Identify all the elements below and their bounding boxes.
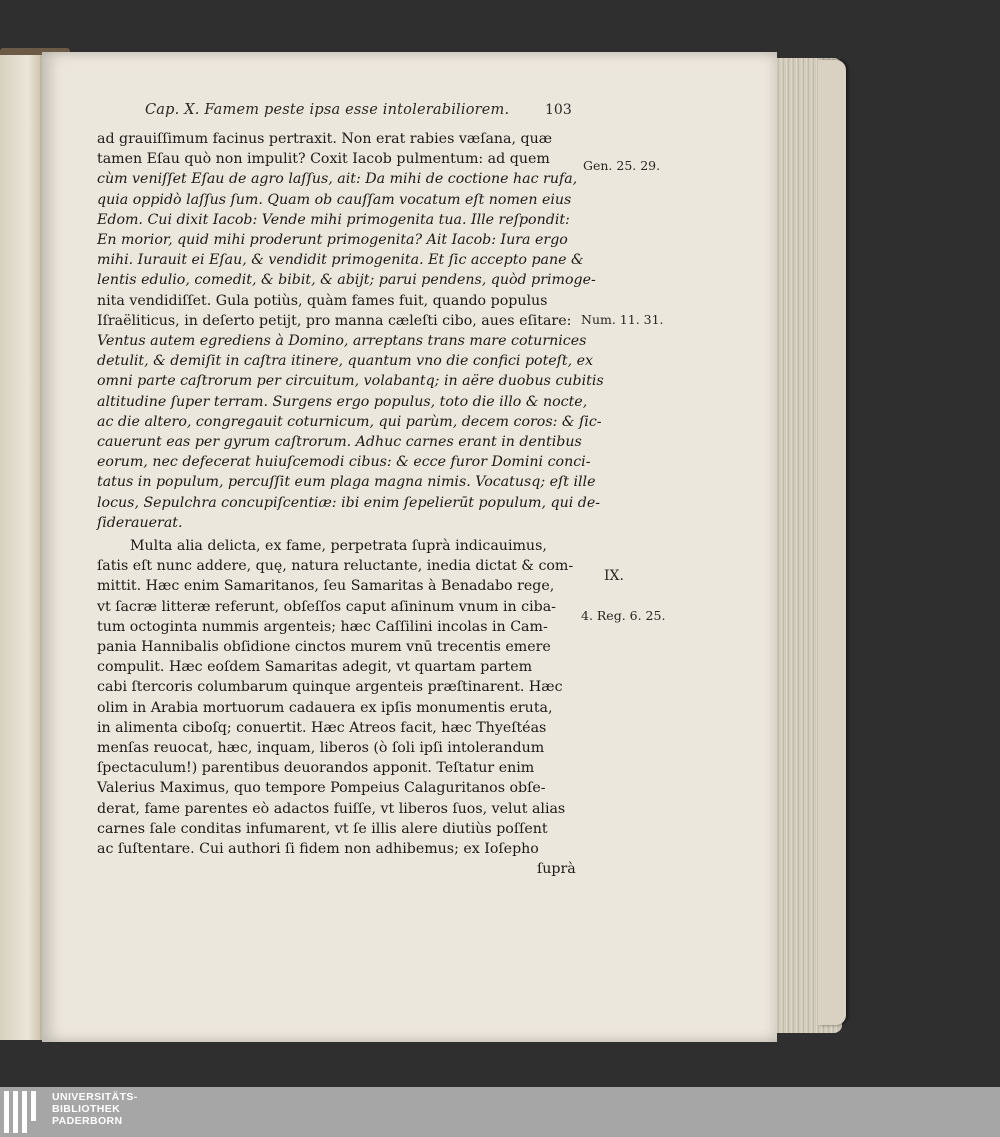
- text-line: Valerius Maximus, quo tempore Pompeius Calaguritanos obſe-: [97, 780, 546, 797]
- text-line: tatus in populum, percuſſit eum plaga magna nimis. Vocatusq; eſt ille: [97, 474, 596, 491]
- text-line: lentis edulio, comedit, & bibit, & abijt; parui pendens, quòd primoge-: [97, 272, 596, 289]
- page-number: 103: [545, 102, 572, 118]
- text-line: tamen Eſau quò non impulit? Coxit Iacob pulmentum: ad quem: [97, 151, 550, 168]
- section-number: IX.: [604, 568, 624, 584]
- text-line: ſatis eſt nunc addere, quę, natura reluctante, inedia dictat & com-: [97, 558, 574, 575]
- text-line: in alimenta ciboſq; conuertit. Hæc Atreos facit, hæc Thyeſtéas: [97, 719, 547, 736]
- text-line: detulit, & demiſit in caſtra itinere, quantum vno die confici poteſt, ex: [97, 353, 594, 370]
- text-line: Ventus autem egrediens à Domino, arreptans trans mare coturnices: [97, 333, 587, 349]
- text-line: En morior, quid mihi proderunt primogenita? Ait Iacob: Iura ergo: [97, 232, 568, 248]
- text-line: cauerunt eas per gyrum caſtrorum. Adhuc carnes erant in dentibus: [97, 434, 582, 450]
- library-footer: [0, 1087, 1000, 1137]
- text-line: ac die altero, congregauit coturnicum, qui parùm, decem coros: & ſic-: [97, 413, 602, 430]
- running-title: Cap. X. Famem peste ipsa esse intolerabiliorem.: [145, 102, 510, 118]
- text-line: ad grauiſſimum facinus pertraxit. Non erat rabies væſana, quæ: [97, 131, 553, 147]
- text-line: Iſraëliticus, in deſerto petijt, pro manna cæleſti cibo, aues eſitare:: [97, 312, 572, 329]
- text-line: nita vendidiſſet. Gula potiùs, quàm fames fuit, quando populus: [97, 292, 548, 309]
- library-logo-icon: [4, 1091, 44, 1133]
- text-line: mittit. Hæc enim Samaritanos, ſeu Samaritas à Benadabo rege,: [97, 578, 555, 595]
- margin-note-num: Num. 11. 31.: [581, 312, 664, 327]
- text-line: menſas reuocat, hæc, inquam, liberos (ò ſoli ipſi intolerandum: [97, 740, 545, 756]
- text-line: ac ſuſtentare. Cui authori ſi fidem non adhibemus; ex Ioſepho: [97, 841, 539, 857]
- text-line: olim in Arabia mortuorum cadauera ex ipſis monumentis eruta,: [97, 699, 553, 716]
- text-line: locus, Sepulchra concupiſcentiæ: ibi enim ſepelierūt populum, qui de-: [97, 494, 601, 511]
- text-line: cabi ſtercoris columbarum quinque argenteis præſtinarent. Hæc: [97, 679, 563, 696]
- margin-note-gen: Gen. 25. 29.: [583, 158, 661, 173]
- text-line: eorum, nec defecerat huiuſcemodi cibus: & ecce furor Domini conci-: [97, 454, 591, 471]
- text-line: pania Hannibalis obſidione cinctos murem vnū trecentis emere: [97, 639, 551, 655]
- text-line: compulit. Hæc eoſdem Samaritas adegit, vt quartam partem: [97, 659, 533, 676]
- text-line: Edom. Cui dixit Iacob: Vende mihi primogenita tua. Ille reſpondit:: [97, 211, 570, 228]
- text-line: tum octoginta nummis argenteis; hæc Caſſilini incolas in Cam-: [97, 618, 548, 635]
- library-name: UNIVERSITÄTS- BIBLIOTHEK PADERBORN: [52, 1091, 138, 1127]
- text-line: vt ſacræ litteræ referunt, obſeſſos caput aſininum vnum in ciba-: [97, 598, 556, 615]
- text-line: carnes ſale conditas infumarent, vt ſe illis alere diutiùs poſſent: [97, 820, 548, 837]
- text-line: altitudine ſuper terram. Surgens ergo populus, toto die illo & nocte,: [97, 393, 588, 410]
- text-line: ſpectaculum!) parentibus deuorandos apponit. Teſtatur enim: [97, 760, 535, 777]
- left-page-edge: [0, 55, 42, 1040]
- text-line: Multa alia delicta, ex fame, perpetrata ſuprà indicauimus,: [130, 538, 547, 554]
- cover-edge: [818, 60, 846, 1025]
- margin-note-reg: 4. Reg. 6. 25.: [581, 608, 666, 623]
- text-line: ſuprà: [537, 861, 576, 878]
- text-line: omni parte caſtrorum per circuitum, volabantq; in aëre duobus cubitis: [97, 373, 604, 390]
- text-line: derat, fame parentes eò adactos fuiſſe, vt liberos ſuos, velut alias: [97, 800, 566, 817]
- text-line: ſiderauerat.: [97, 514, 183, 531]
- text-line: quia oppidò laſſus ſum. Quam ob cauſſam vocatum eſt nomen eius: [97, 191, 572, 208]
- text-line: cùm veniſſet Eſau de agro laſſus, ait: Da mihi de coctione hac rufa,: [97, 171, 578, 188]
- text-line: mihi. Iurauit ei Eſau, & vendidit primogenita. Et ſic accepto pane &: [97, 252, 584, 269]
